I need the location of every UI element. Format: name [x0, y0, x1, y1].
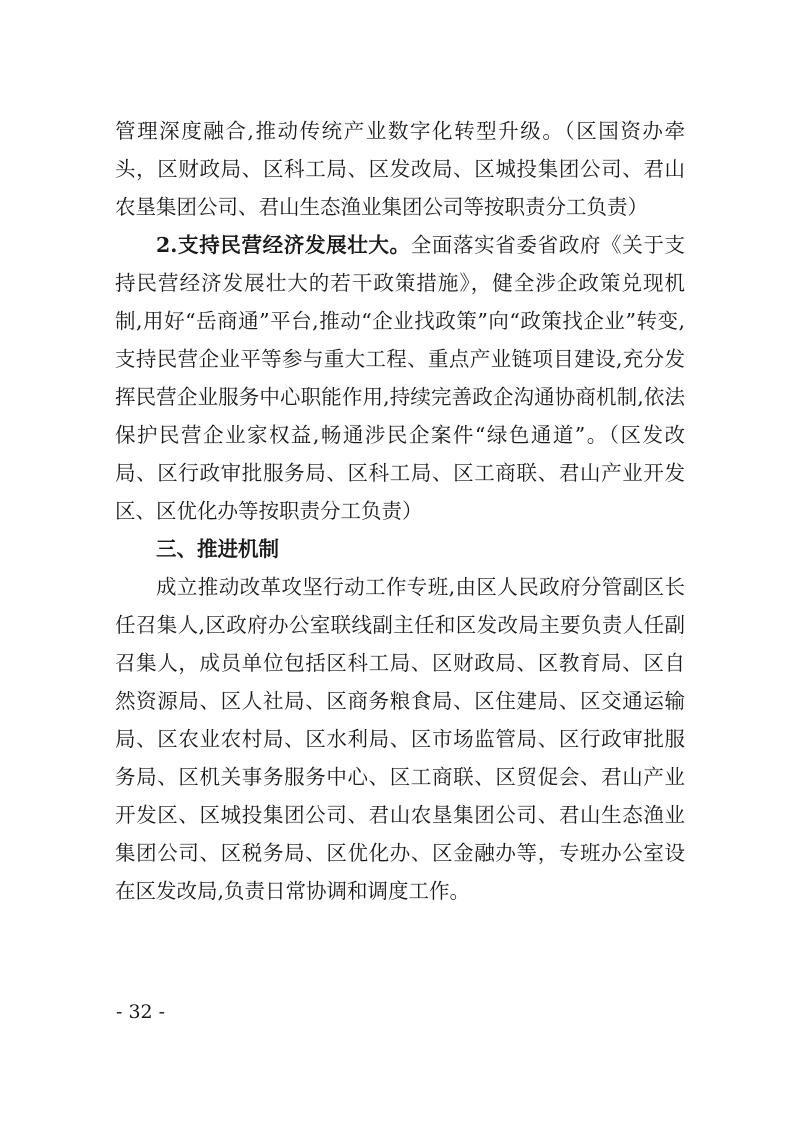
section-heading-mechanism: 三、推进机制 — [156, 537, 279, 561]
page-body — [115, 112, 685, 910]
paragraph-private-economy-body: 全面落实省委省政府《关于支持民营经济发展壮大的若干政策措施》，健全涉企政策兑现机制,用好“岳商通”平台,推动“企业找政策”向“政策找企业”转变,支持民营企业平等参与重大工程、重点产业链项目建设,充分发挥民营企业服务中心职能作用,持续完善政企沟通协商机制,依法保护民营企业家权益,畅通涉民企案件“绿色通道”。（区发改局、区行政审批服务局、区科工局、区工商联、君山产业开发区、区优化办等按职责分工负责） — [115, 233, 685, 523]
paragraph-working-group: 成立推动改革攻坚行动工作专班,由区人民政府分管副区长任召集人,区政府办公室联线副主任和区发改局主要负责人任副召集人，成员单位包括区科工局、区财政局、区教育局、区自然资源局、区人社局、区商务粮食局、区住建局、区交通运输局、区农业农村局、区水利局、区市场监管局、区行政审批服务局、区机关事务服务中心、区工商联、区贸促会、君山产业开发区、区城投集团公司、君山农垦集团公司、君山生态渔业集团公司、区税务局、区优化办、区金融办等，专班办公室设在区发改局,负责日常协调和调度工作。 — [115, 575, 685, 903]
paragraph-private-economy — [115, 226, 685, 530]
page-number: - 32 - — [116, 1001, 166, 1023]
paragraph-digital-transformation: 管理深度融合,推动传统产业数字化转型升级。（区国资办牵头，区财政局、区科工局、区发改局、区城投集团公司、君山农垦集团公司、君山生态渔业集团公司等按职责分工负责） — [115, 119, 685, 219]
paragraph-lead-title: 2.支持民营经济发展壮大。 — [156, 233, 411, 257]
